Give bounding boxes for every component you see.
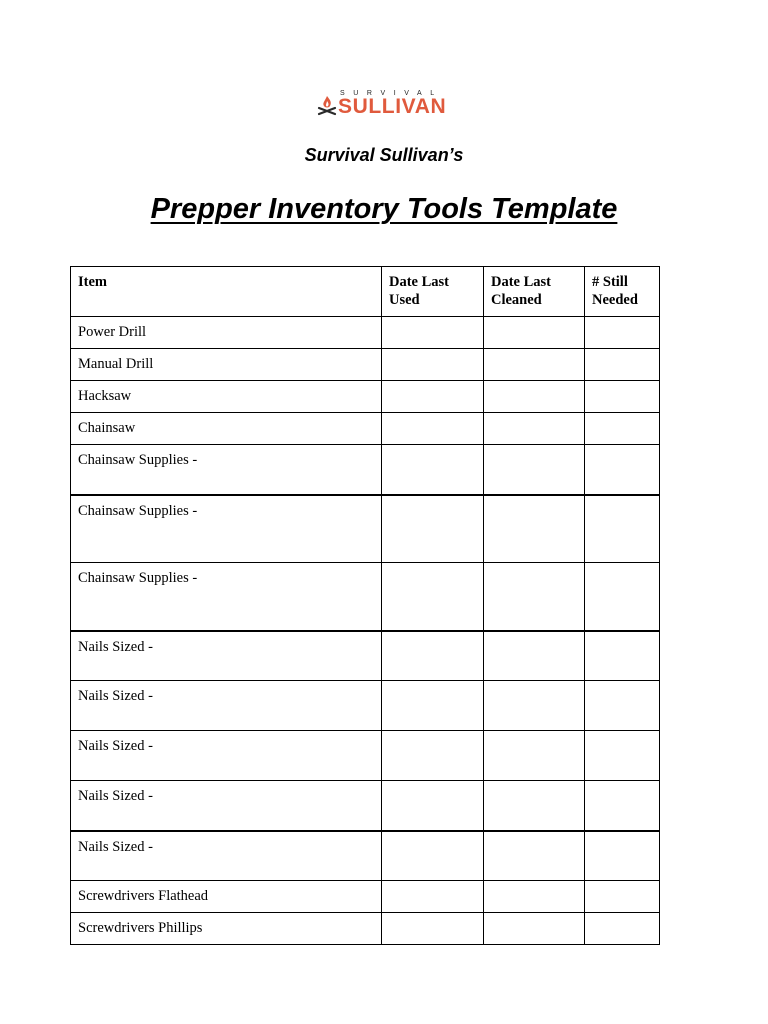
table-row — [71, 881, 660, 913]
item-cell: Nails Sized - — [71, 681, 382, 731]
table-row — [71, 913, 660, 945]
date-last-used-cell[interactable] — [382, 381, 484, 413]
item-cell: Screwdrivers Phillips — [71, 913, 382, 945]
table-row — [71, 731, 660, 781]
date-last-cleaned-cell[interactable] — [484, 631, 585, 681]
table-row — [71, 831, 660, 881]
date-last-used-cell[interactable] — [382, 445, 484, 495]
table-row — [71, 381, 660, 413]
item-cell: Nails Sized - — [71, 631, 382, 681]
item-cell: Chainsaw — [71, 413, 382, 445]
item-cell: Nails Sized - — [71, 781, 382, 831]
table-row — [71, 681, 660, 731]
still-needed-cell[interactable] — [585, 445, 660, 495]
date-last-used-cell[interactable] — [382, 495, 484, 563]
date-last-cleaned-cell[interactable] — [484, 781, 585, 831]
table-row — [71, 413, 660, 445]
date-last-cleaned-cell[interactable] — [484, 445, 585, 495]
still-needed-cell[interactable] — [585, 413, 660, 445]
date-last-cleaned-cell[interactable] — [484, 495, 585, 563]
still-needed-cell[interactable] — [585, 731, 660, 781]
item-cell: Chainsaw Supplies - — [71, 563, 382, 631]
date-last-cleaned-cell[interactable] — [484, 681, 585, 731]
still-needed-cell[interactable] — [585, 349, 660, 381]
table-row — [71, 349, 660, 381]
date-last-cleaned-cell[interactable] — [484, 563, 585, 631]
date-last-used-cell[interactable] — [382, 631, 484, 681]
date-last-cleaned-cell[interactable] — [484, 731, 585, 781]
still-needed-cell[interactable] — [585, 381, 660, 413]
date-last-used-cell[interactable] — [382, 681, 484, 731]
still-needed-cell[interactable] — [585, 881, 660, 913]
inventory-table — [70, 266, 660, 945]
date-last-cleaned-cell[interactable] — [484, 349, 585, 381]
page-subtitle: Survival Sullivan’s — [304, 145, 464, 165]
item-cell: Chainsaw Supplies - — [71, 445, 382, 495]
logo-tagline: SURVIVAL — [340, 90, 443, 97]
date-last-cleaned-cell[interactable] — [484, 381, 585, 413]
header-date-last-used: Date Last Used — [382, 267, 484, 317]
page-title: Prepper Inventory Tools Template — [150, 193, 618, 225]
date-last-cleaned-cell[interactable] — [484, 913, 585, 945]
still-needed-cell[interactable] — [585, 781, 660, 831]
date-last-used-cell[interactable] — [382, 349, 484, 381]
table-row — [71, 445, 660, 495]
still-needed-cell[interactable] — [585, 681, 660, 731]
item-cell: Chainsaw Supplies - — [71, 495, 382, 563]
date-last-cleaned-cell[interactable] — [484, 413, 585, 445]
still-needed-cell[interactable] — [585, 563, 660, 631]
survival-sullivan-logo — [316, 90, 456, 120]
still-needed-cell[interactable] — [585, 495, 660, 563]
date-last-cleaned-cell[interactable] — [484, 831, 585, 881]
date-last-cleaned-cell[interactable] — [484, 317, 585, 349]
table-header-row — [71, 267, 660, 317]
date-last-used-cell[interactable] — [382, 831, 484, 881]
item-cell: Nails Sized - — [71, 731, 382, 781]
item-cell: Nails Sized - — [71, 831, 382, 881]
date-last-used-cell[interactable] — [382, 731, 484, 781]
date-last-used-cell[interactable] — [382, 413, 484, 445]
date-last-cleaned-cell[interactable] — [484, 881, 585, 913]
table-row — [71, 781, 660, 831]
header-date-last-cleaned: Date Last Cleaned — [484, 267, 585, 317]
item-cell: Manual Drill — [71, 349, 382, 381]
table-row — [71, 631, 660, 681]
date-last-used-cell[interactable] — [382, 781, 484, 831]
item-cell: Hacksaw — [71, 381, 382, 413]
still-needed-cell[interactable] — [585, 913, 660, 945]
still-needed-cell[interactable] — [585, 317, 660, 349]
date-last-used-cell[interactable] — [382, 563, 484, 631]
date-last-used-cell[interactable] — [382, 317, 484, 349]
header-item: Item — [71, 267, 382, 317]
campfire-icon — [316, 94, 338, 116]
date-last-used-cell[interactable] — [382, 913, 484, 945]
still-needed-cell[interactable] — [585, 831, 660, 881]
header-still-needed: # Still Needed — [585, 267, 660, 317]
item-cell: Power Drill — [71, 317, 382, 349]
table-row — [71, 317, 660, 349]
logo-wordmark: SULLIVAN — [338, 95, 447, 118]
item-cell: Screwdrivers Flathead — [71, 881, 382, 913]
still-needed-cell[interactable] — [585, 631, 660, 681]
table-row — [71, 563, 660, 631]
table-row — [71, 495, 660, 563]
date-last-used-cell[interactable] — [382, 881, 484, 913]
